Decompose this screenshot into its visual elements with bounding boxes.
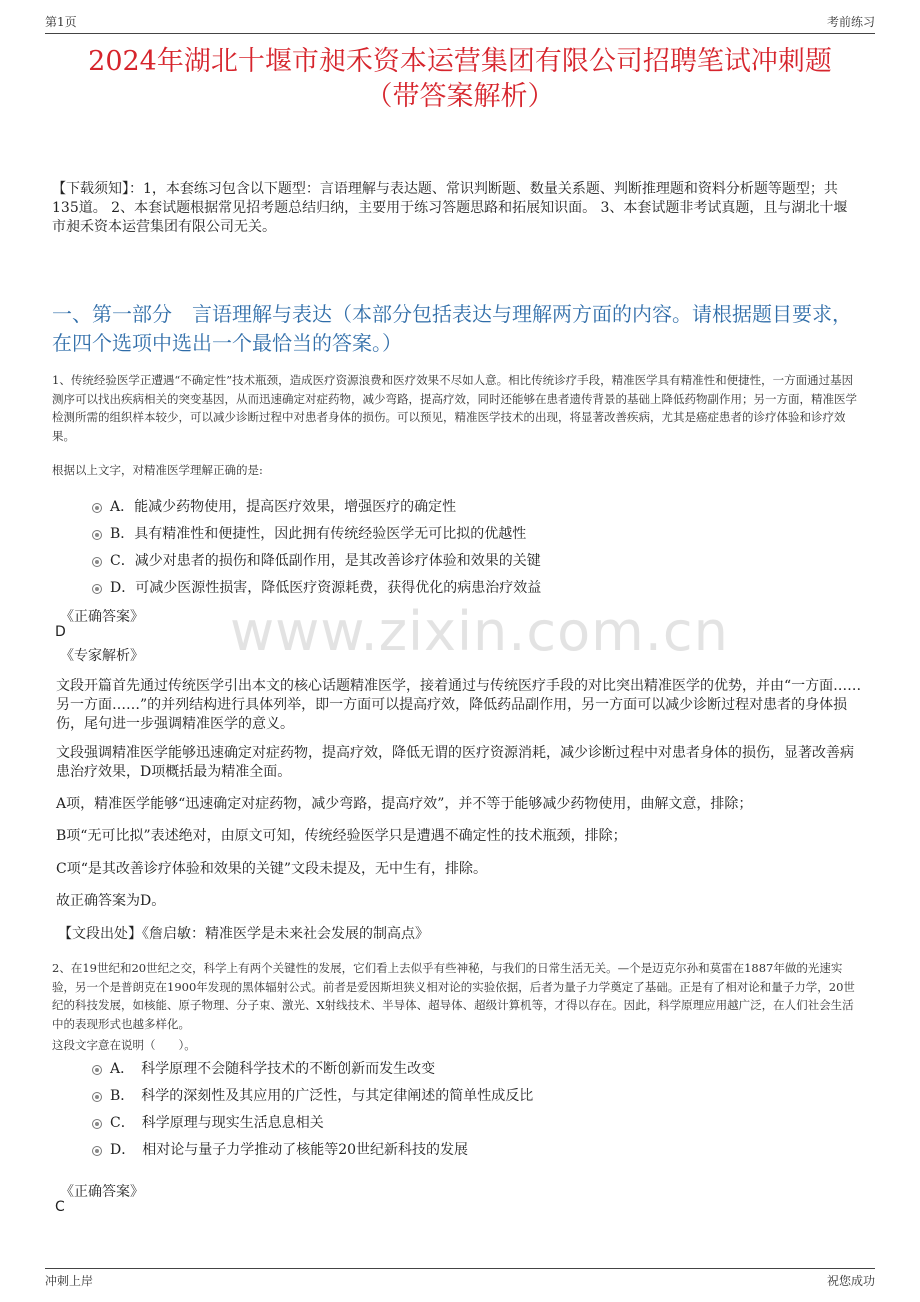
question-1-option-c[interactable]	[92, 550, 541, 570]
option-label: D． 相对论与量子力学推动了核能等20世纪新科技的发展	[110, 1142, 469, 1158]
footer-rule	[45, 1268, 875, 1269]
option-label: A． 科学原理不会随科学技术的不断创新而发生改变	[110, 1061, 436, 1077]
analysis-paragraph: 文段强调精准医学能够迅速确定对症药物，提高疗效，降低无谓的医疗资源消耗，减少诊断过程中对患者身体的损伤，显著改善病患治疗效果，D项概括最为精准全面。	[56, 745, 854, 780]
question-2-option-d[interactable]	[92, 1139, 468, 1159]
question-2-option-c[interactable]	[92, 1112, 324, 1132]
radio-icon[interactable]	[92, 557, 102, 567]
footer-left-label: 冲刺上岸	[45, 1274, 94, 1288]
option-label: C． 科学原理与现实生活息息相关	[110, 1115, 324, 1131]
answer-label: 《正确答案》	[60, 1184, 144, 1200]
answer-value: C	[55, 1199, 65, 1215]
source-citation: 【文段出处】《詹启敏：精准医学是未来社会发展的制高点》	[58, 926, 429, 942]
radio-icon[interactable]	[92, 1119, 102, 1129]
analysis-paragraph: B项“无可比拟”表述绝对，由原文可知，传统经验医学只是遭遇不确定性的技术瓶颈，排除；	[56, 828, 627, 844]
radio-icon[interactable]	[92, 1146, 102, 1156]
answer-label: 《正确答案》	[60, 609, 144, 625]
footer-right-label: 祝您成功	[826, 1274, 875, 1288]
question-1-prompt: 根据以上文字，对精准医学理解正确的是:	[52, 463, 263, 477]
option-label: B． 科学的深刻性及其应用的广泛性，与其定律阐述的简单性成反比	[110, 1088, 534, 1104]
question-1-option-d[interactable]	[92, 577, 541, 597]
question-1-option-a[interactable]	[92, 496, 456, 516]
document-subtitle: （带答案解析）	[365, 81, 555, 112]
document-title: 2024年湖北十堰市昶禾资本运营集团有限公司招聘笔试冲刺题	[88, 46, 832, 77]
download-notice: 【下载须知】：1，本套练习包含以下题型：言语理解与表达题、常识判断题、数量关系题、判断推理题和资料分析题等题型；共135道。 2、本套试题根据常见招考题总结归纳，主要用于练习答题思路和拓展知识面。 3、本套试题非考试真题，且与湖北十堰市昶禾资本运营集团有限公司无关。	[52, 181, 848, 235]
question-2-option-a[interactable]	[92, 1058, 435, 1078]
analysis-paragraph: 故正确答案为D。	[56, 893, 166, 909]
question-1-option-b[interactable]	[92, 523, 526, 543]
section-heading: 一、第一部分 言语理解与表达（本部分包括表达与理解两方面的内容。请根据题目要求，在四个选项中选出一个最恰当的答案。）	[52, 302, 852, 355]
radio-icon[interactable]	[92, 1092, 102, 1102]
answer-value: D	[55, 624, 66, 640]
analysis-paragraph: 文段开篇首先通过传统医学引出本文的核心话题精准医学，接着通过与传统医疗手段的对比突出精准医学的优势，并由“一方面……另一方面……”的并列结构进行具体列举，即一方面可以提高疗效，降低药品副作用，另一方面可以减少诊断过程对患者的身体损伤，尾句进一步强调精准医学的意义。	[56, 678, 862, 732]
question-2-option-b[interactable]	[92, 1085, 533, 1105]
option-label: C．减少对患者的损伤和降低副作用，是其改善诊疗体验和效果的关键	[110, 553, 541, 569]
radio-icon[interactable]	[92, 1065, 102, 1075]
question-1-stem: 1、传统经验医学正遭遇“不确定性”技术瓶颈，造成医疗资源浪费和医疗效果不尽如人意。相比传统诊疗手段，精准医学具有精准性和便捷性，一方面通过基因测序可以找出疾病相关的突变基因，从而迅速确定对症药物，减少弯路，提高疗效，同时还能够在患者遗传背景的基础上降低药物副作用；另一方面，精准医学检测所需的组织样本较少，可以减少诊断过程中对患者身体的损伤。可以预见，精准医学技术的出现，将显著改善疾病，尤其是癌症患者的诊疗体验和诊疗效果。	[52, 373, 857, 443]
option-label: D．可减少医源性损害，降低医疗资源耗费，获得优化的病患治疗效益	[110, 580, 542, 596]
header-right-label: 考前练习	[826, 15, 875, 29]
analysis-paragraph: C项“是其改善诊疗体验和效果的关键”文段未提及，无中生有，排除。	[56, 861, 488, 877]
analysis-label: 《专家解析》	[60, 648, 144, 664]
radio-icon[interactable]	[92, 530, 102, 540]
question-2-stem: 2、在19世纪和20世纪之交，科学上有两个关键性的发展，它们看上去似乎有些神秘，与我们的日常生活无关。—个是迈克尔孙和莫雷在1887年做的光速实验，另一个是普朗克在1900年发现的黑体辐射公式。前者是爱因斯坦狭义相对论的实验依据，后者为量子力学奠定了基础。正是有了相对论和量子力学，20世纪的科技发展，如核能、原子物理、分子束、激光、X射线技术、半导体、超导体、超级计算机等，才得以存在。因此，科学原理应用越广泛，在人们社会生活中的表现形式也越多样化。	[52, 961, 855, 1031]
option-label: B．具有精准性和便捷性，因此拥有传统经验医学无可比拟的优越性	[110, 526, 527, 542]
radio-icon[interactable]	[92, 584, 102, 594]
question-2-prompt: 这段文字意在说明（ ）。	[52, 1038, 196, 1052]
header-rule	[45, 33, 875, 34]
page-number: 第1页	[45, 15, 77, 29]
watermark: www.zixin.com.cn	[230, 600, 729, 663]
option-label: A．能减少药物使用，提高医疗效果，增强医疗的确定性	[110, 499, 457, 515]
radio-icon[interactable]	[92, 503, 102, 513]
analysis-paragraph: A项，精准医学能够“迅速确定对症药物，减少弯路，提高疗效”，并不等于能够减少药物使用，曲解文意，排除；	[56, 796, 753, 812]
